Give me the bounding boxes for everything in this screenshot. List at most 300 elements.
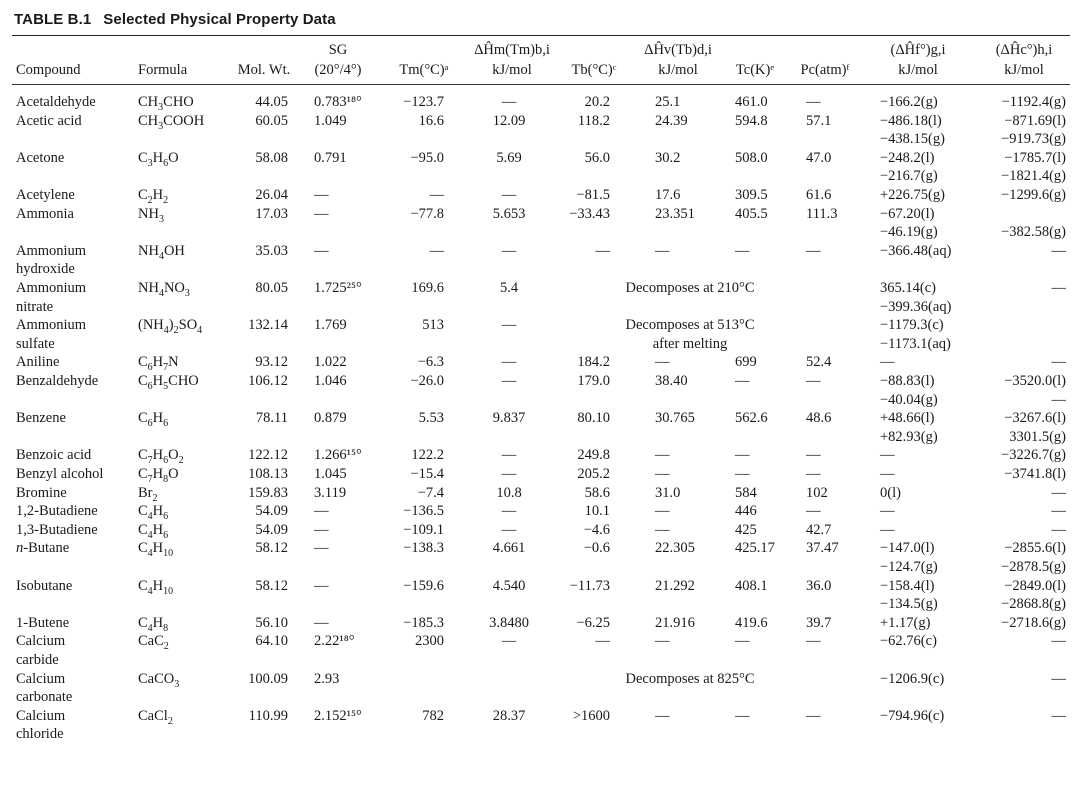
- cell-tm: −7.4: [417, 484, 444, 501]
- cell-tb: 249.8: [577, 447, 610, 464]
- cell-hf: −40.04(g): [880, 391, 938, 408]
- cell-sg: —: [314, 205, 329, 222]
- cell-sg: 0.791: [314, 149, 347, 166]
- cell-tb: −6.25: [576, 614, 610, 631]
- cell-molwt: 132.14: [248, 317, 288, 334]
- cell-molwt: 108.13: [248, 466, 288, 482]
- cell-formula: $C_4H_8$: [138, 614, 169, 634]
- header-sg-bottom: (20°/4°): [314, 62, 362, 78]
- header-tm: Tm(°C)ᵃ: [399, 62, 449, 78]
- cell-pc: 48.6: [806, 410, 832, 427]
- cell-hm: —: [501, 94, 517, 110]
- cell-hc: 3301.5(g): [1009, 428, 1066, 445]
- cell-compound: hydroxide: [16, 261, 75, 278]
- cell-hc: —: [1051, 670, 1066, 687]
- cell-hm: 28.37: [492, 707, 526, 724]
- cell-tm: 782: [422, 707, 444, 724]
- cell-tb: 184.2: [577, 354, 610, 371]
- cell-hv: —: [655, 447, 670, 464]
- table-row: [0, 522, 1082, 539]
- cell-formula: $C_6H_7N$: [138, 354, 179, 374]
- header-hm-bottom: kJ/mol: [492, 62, 532, 78]
- cell-hf: −486.18(l): [880, 112, 942, 129]
- header-hc-top: (ΔĤc°)h,i: [995, 42, 1053, 58]
- cell-sg: 3.119: [314, 484, 347, 501]
- cell-tc: 425.17: [735, 540, 775, 557]
- cell-tc: —: [735, 447, 750, 464]
- cell-molwt: 26.04: [255, 187, 288, 203]
- cell-molwt: 93.12: [255, 354, 288, 371]
- cell-sg: 1.045: [314, 466, 347, 482]
- cell-hf: 0(l): [880, 484, 901, 501]
- cell-formula: $C_3H_6O$: [138, 149, 179, 169]
- cell-compound: Ammonium: [16, 242, 87, 259]
- cell-sg: —: [314, 614, 329, 631]
- cell-hm: —: [501, 187, 517, 203]
- cell-compound: carbide: [16, 652, 59, 668]
- cell-pc: 52.4: [806, 354, 832, 371]
- cell-tc: —: [735, 373, 750, 389]
- cell-hm: 5.653: [492, 205, 526, 222]
- table-row: [0, 410, 1082, 430]
- cell-hm: 4.661: [492, 540, 526, 557]
- cell-tb: −11.73: [569, 577, 610, 594]
- cell-hv: 21.916: [655, 614, 695, 631]
- cell-tm: −15.4: [410, 466, 444, 482]
- cell-sg: 1.266¹⁵°: [314, 447, 362, 464]
- table-number: TABLE B.1: [14, 11, 92, 28]
- cell-tb: −0.6: [583, 540, 610, 557]
- cell-hc: —: [1051, 354, 1066, 371]
- cell-formula: $C_2H_2$: [138, 187, 169, 206]
- cell-compound: Calcium: [16, 707, 66, 724]
- cell-pc: 102: [806, 484, 828, 501]
- cell-hf: −88.83(l): [880, 373, 935, 389]
- cell-hf: −147.0(l): [880, 540, 935, 557]
- cell-tm: 513: [422, 317, 444, 334]
- cell-pc: —: [806, 633, 821, 650]
- cell-molwt: 54.09: [255, 521, 288, 538]
- cell-tb: −4.6: [583, 521, 610, 538]
- cell-tm: —: [429, 242, 444, 259]
- cell-hf: −1206.9(c): [880, 670, 945, 687]
- cell-formula: $C_4H_{10}$: [138, 540, 174, 560]
- cell-hc: —: [1051, 503, 1066, 520]
- cell-hc: —: [1051, 521, 1066, 538]
- cell-compound: 1,3-Butadiene: [16, 521, 98, 538]
- cell-hf: +48.66(l): [880, 410, 935, 427]
- table-row: [0, 689, 1082, 706]
- cell-molwt: 58.12: [255, 577, 288, 594]
- cell-hc: —: [1051, 633, 1066, 650]
- cell-tm: −159.6: [403, 577, 444, 594]
- cell-hc: −1785.7(l): [1004, 149, 1066, 166]
- table-row: [0, 94, 1082, 111]
- cell-tc: 446: [735, 503, 757, 520]
- cell-molwt: 58.08: [255, 149, 288, 166]
- cell-hf: +82.93(g): [880, 428, 938, 445]
- cell-compound: n-Butane: [16, 540, 70, 557]
- cell-formula: $C_7H_8O$: [138, 466, 179, 485]
- cell-hc: −1299.6(g): [1001, 187, 1066, 203]
- cell-formula: $NH_3$: [138, 205, 164, 225]
- cell-pc: —: [806, 447, 821, 464]
- cell-compound: Calcium: [16, 670, 66, 687]
- cell-tm: −95.0: [410, 149, 444, 166]
- cell-tc: 584: [735, 484, 757, 501]
- table-row: [0, 671, 1082, 688]
- cell-hf: −134.5(g): [880, 596, 938, 613]
- cell-tb: 80.10: [577, 410, 610, 427]
- header-hv-top: ΔĤv(Tb)d,i: [644, 42, 712, 58]
- cell-compound: Bromine: [16, 484, 67, 501]
- header-hm-top: ΔĤm(Tm)b,i: [474, 42, 550, 58]
- cell-compound: Ammonium: [16, 280, 87, 296]
- table-row: [0, 447, 1082, 467]
- cell-tm: −123.7: [403, 94, 444, 110]
- cell-tb: 20.2: [584, 94, 610, 110]
- header-sg-top: SG: [328, 42, 348, 58]
- header-molwt: Mol. Wt.: [237, 62, 291, 78]
- cell-hf: −62.76(c): [880, 633, 937, 650]
- cell-hv: 23.351: [655, 205, 695, 222]
- cell-hv: —: [655, 354, 670, 371]
- cell-hm: 4.540: [492, 577, 526, 594]
- table-caption: Selected Physical Property Data: [103, 11, 336, 28]
- cell-tb: 58.6: [584, 484, 610, 501]
- cell-hm: 3.8480: [489, 614, 529, 631]
- cell-hc: −3741.8(l): [1004, 466, 1066, 482]
- cell-hc: −382.58(g): [1001, 224, 1066, 241]
- cell-sg: 1.725²⁵°: [314, 280, 362, 296]
- cell-hf: −1173.1(aq): [880, 335, 951, 352]
- cell-compound: 1,2-Butadiene: [16, 503, 98, 520]
- table-row: [0, 224, 1082, 241]
- cell-hm: 9.837: [492, 410, 526, 427]
- cell-pc: —: [806, 94, 821, 110]
- cell-hm: —: [501, 317, 517, 334]
- cell-compound: nitrate: [16, 298, 54, 315]
- table-row: [0, 429, 1082, 446]
- cell-hf: −124.7(g): [880, 559, 938, 575]
- cell-formula: $Br_2$: [138, 484, 158, 504]
- cell-compound: chloride: [16, 726, 64, 743]
- table-row: [0, 726, 1082, 743]
- cell-tm: −185.3: [403, 614, 444, 631]
- cell-hm: —: [501, 521, 517, 538]
- cell-hv: 24.39: [655, 112, 688, 129]
- cell-sg: 1.022: [314, 354, 347, 371]
- cell-tm: 5.53: [418, 410, 444, 427]
- cell-formula: $C_7H_6O_2$: [138, 447, 184, 467]
- cell-hv: —: [655, 707, 670, 724]
- cell-formula: $NH_4NO_3$: [138, 280, 190, 299]
- cell-formula: $(NH_4)_2SO_4$: [138, 317, 203, 337]
- cell-formula: $CH_3COOH$: [138, 112, 205, 132]
- cell-hf: —: [880, 503, 895, 520]
- header-formula: Formula: [138, 62, 188, 78]
- table-row: [0, 243, 1082, 260]
- cell-sg: —: [314, 187, 329, 203]
- table-row: [0, 354, 1082, 374]
- cell-tb: 10.1: [584, 503, 610, 520]
- cell-formula: CaCO$_3$: [138, 670, 180, 690]
- table-row: [0, 317, 1082, 337]
- cell-hm: —: [501, 633, 517, 650]
- cell-compound: Benzene: [16, 410, 66, 427]
- cell-hf: —: [880, 447, 895, 464]
- cell-formula: CaC$_2$: [138, 633, 169, 653]
- cell-hm: 10.8: [496, 484, 522, 501]
- cell-compound: Benzyl alcohol: [16, 466, 104, 482]
- table-row: [0, 187, 1082, 204]
- cell-formula: CaCl$_2$: [138, 707, 173, 727]
- cell-tm: −6.3: [417, 354, 444, 371]
- cell-hm: —: [501, 447, 517, 464]
- cell-tb: —: [595, 242, 610, 259]
- cell-decomposes-note: after melting: [652, 335, 728, 352]
- cell-pc: 37.47: [806, 540, 839, 557]
- cell-molwt: 64.10: [255, 633, 288, 650]
- header-hv-bottom: kJ/mol: [658, 62, 698, 78]
- table-row: [0, 503, 1082, 523]
- cell-compound: Isobutane: [16, 577, 73, 594]
- table-row: [0, 466, 1082, 483]
- top-rule: [12, 35, 1070, 36]
- cell-hf: +226.75(g): [880, 187, 945, 203]
- cell-tm: −77.8: [410, 205, 444, 222]
- cell-sg: 0.783¹⁸°: [314, 94, 362, 110]
- table-row: [0, 392, 1082, 409]
- cell-molwt: 60.05: [255, 112, 288, 129]
- cell-hf: −366.48(aq): [880, 242, 952, 259]
- cell-hv: 30.765: [655, 410, 695, 427]
- table-title: [14, 11, 336, 28]
- cell-hm: 12.09: [492, 112, 526, 129]
- cell-hv: —: [655, 521, 670, 538]
- cell-tc: 425: [735, 521, 757, 538]
- cell-hv: 17.6: [655, 187, 681, 203]
- cell-hc: −3267.6(l): [1004, 410, 1066, 427]
- cell-molwt: 80.05: [255, 280, 288, 296]
- header-compound: Compound: [16, 62, 81, 78]
- cell-tb: 56.0: [584, 149, 610, 166]
- cell-compound: Ammonia: [16, 205, 74, 222]
- cell-tc: —: [735, 633, 750, 650]
- table-row: [0, 633, 1082, 653]
- cell-hc: —: [1051, 391, 1066, 408]
- cell-formula: $C_6H_5CHO$: [138, 373, 199, 392]
- cell-hf: −438.15(g): [880, 131, 945, 148]
- table-row: [0, 485, 1082, 502]
- cell-hf: −248.2(l): [880, 149, 935, 166]
- cell-hc: −3520.0(l): [1004, 373, 1066, 389]
- cell-hv: —: [655, 466, 670, 482]
- cell-compound: Aniline: [16, 354, 60, 371]
- table-row: [0, 373, 1082, 390]
- cell-compound: Acetaldehyde: [16, 94, 96, 110]
- cell-molwt: 54.09: [255, 503, 288, 520]
- cell-hv: —: [655, 242, 670, 259]
- cell-compound: Acetone: [16, 149, 65, 166]
- cell-hm: —: [501, 503, 517, 520]
- cell-molwt: 44.05: [255, 94, 288, 110]
- header-hf-bottom: kJ/mol: [898, 62, 938, 78]
- cell-compound: Acetic acid: [16, 112, 82, 129]
- cell-molwt: 106.12: [248, 373, 288, 389]
- cell-tb: 118.2: [577, 112, 610, 129]
- cell-compound: 1-Butene: [16, 614, 70, 631]
- cell-sg: —: [314, 577, 329, 594]
- table-row: [0, 578, 1082, 595]
- cell-hv: 31.0: [655, 484, 681, 501]
- table-row: [0, 261, 1082, 278]
- cell-tb: —: [595, 633, 610, 650]
- cell-tm: —: [429, 187, 444, 203]
- table-row: [0, 168, 1082, 185]
- cell-hf: −166.2(g): [880, 94, 938, 110]
- cell-sg: —: [314, 540, 329, 557]
- cell-hc: —: [1051, 242, 1066, 259]
- cell-compound: Ammonium: [16, 317, 87, 334]
- cell-hf: −1179.3(c): [880, 317, 944, 334]
- cell-tm: 169.6: [411, 280, 444, 296]
- cell-hc: —: [1051, 484, 1066, 501]
- cell-sg: 0.879: [314, 410, 347, 427]
- cell-molwt: 110.99: [248, 707, 288, 724]
- cell-molwt: 122.12: [248, 447, 288, 464]
- cell-pc: —: [806, 707, 821, 724]
- cell-pc: 111.3: [806, 205, 838, 222]
- cell-tc: 699: [735, 354, 757, 371]
- cell-hv: 22.305: [655, 540, 695, 557]
- cell-hv: —: [655, 503, 670, 520]
- table-row: [0, 559, 1082, 576]
- cell-molwt: 78.11: [255, 410, 288, 427]
- cell-formula: $C_4H_{10}$: [138, 577, 174, 597]
- cell-tc: —: [735, 242, 750, 259]
- cell-sg: 1.049: [314, 112, 347, 129]
- table-row: [0, 540, 1082, 560]
- cell-tc: 309.5: [735, 187, 768, 203]
- header-pc: Pc(atm)ᶠ: [800, 62, 850, 78]
- header-tb: Tb(°C)ᶜ: [571, 62, 617, 78]
- cell-hf: −216.7(g): [880, 168, 938, 185]
- cell-pc: 47.0: [806, 149, 832, 166]
- cell-hv: 38.40: [655, 373, 688, 389]
- cell-sg: 2.93: [314, 670, 340, 687]
- cell-sg: 1.769: [314, 317, 347, 334]
- header-tc: Tc(K)ᵉ: [735, 62, 775, 78]
- cell-sg: —: [314, 521, 329, 538]
- cell-molwt: 56.10: [255, 614, 288, 631]
- cell-hf: −46.19(g): [880, 224, 938, 241]
- cell-hv: 25.1: [655, 94, 681, 110]
- cell-hf: 365.14(c): [880, 280, 936, 296]
- cell-hf: +1.17(g): [880, 614, 931, 631]
- cell-tm: −26.0: [410, 373, 444, 389]
- table-row: [0, 596, 1082, 613]
- header-rule: [12, 84, 1070, 85]
- cell-hc: —: [1051, 280, 1066, 296]
- cell-tc: —: [735, 707, 750, 724]
- cell-tc: 461.0: [735, 94, 768, 110]
- table-row: [0, 652, 1082, 669]
- header-hf-top: (ΔĤf°)g,i: [890, 42, 946, 58]
- cell-pc: 57.1: [806, 112, 832, 129]
- cell-hc: −871.69(l): [1004, 112, 1066, 129]
- table-row: [0, 150, 1082, 167]
- cell-formula: $C_4H_6$: [138, 521, 169, 541]
- cell-pc: 42.7: [806, 521, 832, 538]
- table-row: [0, 615, 1082, 632]
- cell-hf: —: [880, 354, 895, 371]
- cell-formula: $C_6H_6$: [138, 410, 169, 430]
- cell-hc: −3226.7(g): [1001, 447, 1066, 464]
- cell-hf: −158.4(l): [880, 577, 935, 594]
- cell-tc: —: [735, 466, 750, 482]
- cell-pc: 36.0: [806, 577, 832, 594]
- table-row: [0, 708, 1082, 725]
- cell-hf: −399.36(aq): [880, 298, 952, 315]
- cell-sg: 1.046: [314, 373, 347, 389]
- cell-hf: −794.96(c): [880, 707, 945, 724]
- cell-pc: —: [806, 242, 821, 259]
- cell-hv: 21.292: [655, 577, 695, 594]
- cell-hc: −2849.0(l): [1004, 577, 1066, 594]
- cell-pc: 61.6: [806, 187, 832, 203]
- cell-hc: −1192.4(g): [1001, 94, 1066, 110]
- cell-hv: 30.2: [655, 149, 681, 166]
- cell-compound: Acetylene: [16, 187, 75, 203]
- cell-tc: 419.6: [735, 614, 768, 631]
- cell-sg: —: [314, 242, 329, 259]
- cell-decomposes-note: Decomposes at 513°C: [625, 317, 755, 334]
- cell-hm: —: [501, 242, 517, 259]
- cell-hc: −2868.8(g): [1001, 596, 1066, 613]
- cell-tm: −138.3: [403, 540, 444, 557]
- cell-hc: −2855.6(l): [1004, 540, 1066, 557]
- cell-pc: —: [806, 373, 821, 389]
- cell-tc: 562.6: [735, 410, 768, 427]
- cell-tc: 408.1: [735, 577, 768, 594]
- cell-decomposes-note: Decomposes at 210°C: [625, 280, 755, 296]
- cell-formula: $NH_4OH$: [138, 242, 185, 262]
- cell-hm: —: [501, 466, 517, 482]
- cell-sg: 2.152¹⁵°: [314, 707, 362, 724]
- table-row: [0, 206, 1082, 223]
- cell-tb: −81.5: [576, 187, 610, 203]
- cell-hv: —: [655, 633, 670, 650]
- cell-hm: 5.69: [496, 149, 522, 166]
- cell-hf: −67.20(l): [880, 205, 935, 222]
- cell-pc: —: [806, 466, 821, 482]
- cell-molwt: 35.03: [255, 242, 288, 259]
- cell-tb: 205.2: [577, 466, 610, 482]
- cell-hc: −2878.5(g): [1001, 559, 1066, 575]
- cell-hc: −1821.4(g): [1001, 168, 1066, 185]
- cell-compound: Benzoic acid: [16, 447, 92, 464]
- cell-tc: 594.8: [735, 112, 768, 129]
- cell-tm: 16.6: [418, 112, 444, 129]
- cell-hf: —: [880, 521, 895, 538]
- cell-compound: Benzaldehyde: [16, 373, 99, 389]
- cell-compound: carbonate: [16, 689, 73, 706]
- cell-tb: >1600: [572, 707, 610, 724]
- cell-hc: −919.73(g): [1001, 131, 1066, 148]
- cell-sg: —: [314, 503, 329, 520]
- cell-decomposes-note: Decomposes at 825°C: [625, 670, 755, 687]
